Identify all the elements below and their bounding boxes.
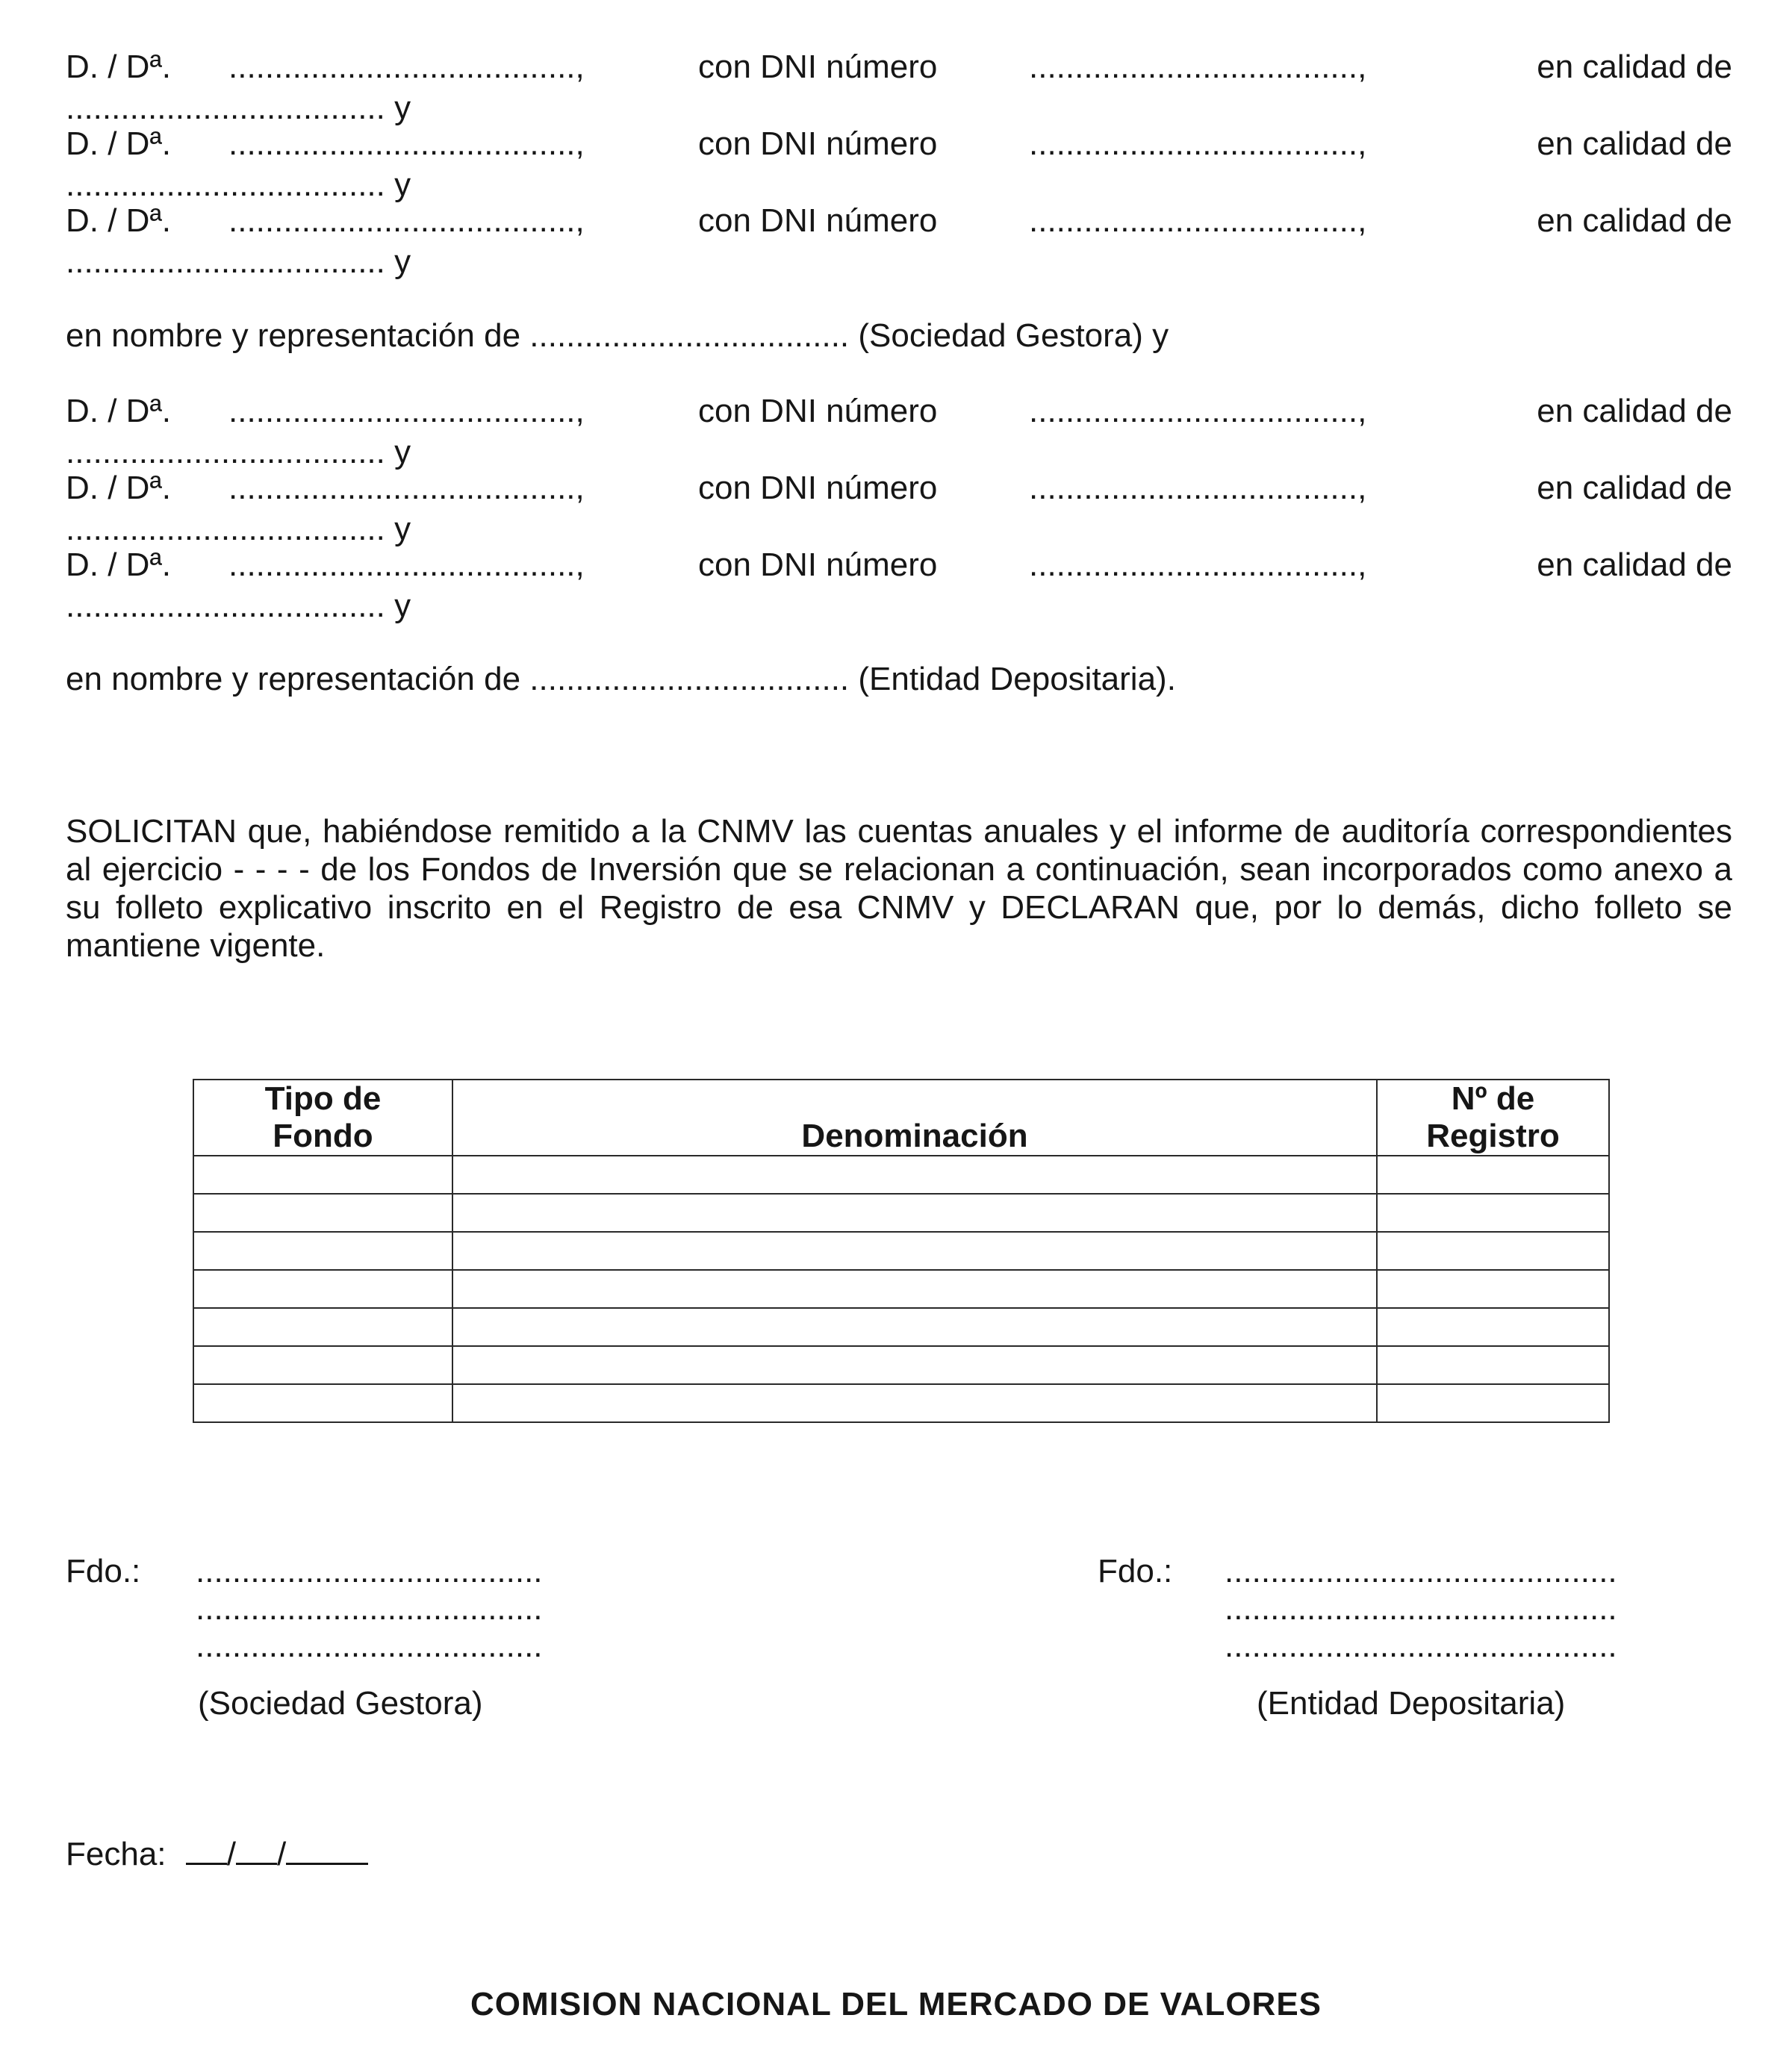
- signature-line-left[interactable]: ......................................: [196, 1628, 543, 1664]
- table-row: [193, 1308, 1609, 1346]
- cell-tipo[interactable]: [193, 1270, 452, 1308]
- representative-line: [66, 393, 1732, 430]
- dni-blank[interactable]: ....................................,: [1029, 393, 1367, 429]
- name-blank[interactable]: ......................................,: [228, 470, 585, 506]
- signature-caption-depositaria: (Entidad Depositaria): [1257, 1685, 1566, 1722]
- fecha-day-blank[interactable]: [186, 1833, 227, 1865]
- table-row: [193, 1194, 1609, 1232]
- footer-institution: COMISION NACIONAL DEL MERCADO DE VALORES: [470, 1986, 1322, 2022]
- cell-registro[interactable]: [1377, 1270, 1609, 1308]
- title-prefix: D. / Dª.: [66, 546, 171, 583]
- cell-tipo[interactable]: [193, 1194, 452, 1232]
- table-header-row: [193, 1080, 1609, 1156]
- cell-registro[interactable]: [1377, 1308, 1609, 1346]
- fdo-label-left: Fdo.:: [66, 1553, 141, 1589]
- cell-tipo[interactable]: [193, 1232, 452, 1270]
- role-blank-line[interactable]: ................................... y: [66, 434, 411, 470]
- role-blank-line[interactable]: ................................... y: [66, 588, 411, 624]
- role-label: en calidad de: [1537, 546, 1732, 583]
- signature-line-right[interactable]: ...........................................: [1225, 1628, 1617, 1664]
- representative-line: [66, 546, 1732, 584]
- representative-line: [66, 202, 1732, 240]
- dni-label: con DNI número: [698, 546, 938, 583]
- dni-blank[interactable]: ....................................,: [1029, 125, 1367, 162]
- title-prefix: D. / Dª.: [66, 202, 171, 239]
- funds-table: [193, 1079, 1610, 1423]
- cell-tipo[interactable]: [193, 1308, 452, 1346]
- fecha-line: [66, 1833, 368, 1871]
- title-prefix: D. / Dª.: [66, 125, 171, 162]
- table-row: [193, 1156, 1609, 1194]
- cell-denominacion[interactable]: [452, 1156, 1377, 1194]
- cell-registro[interactable]: [1377, 1194, 1609, 1232]
- dni-label: con DNI número: [698, 470, 938, 506]
- dni-blank[interactable]: ....................................,: [1029, 546, 1367, 583]
- name-blank[interactable]: ......................................,: [228, 125, 585, 162]
- cell-tipo[interactable]: [193, 1156, 452, 1194]
- header-n-registro: Nº de Registro: [1377, 1080, 1609, 1156]
- signature-line-right[interactable]: ...........................................: [1225, 1590, 1617, 1627]
- representation-text: en nombre y representación de: [66, 661, 521, 697]
- signature-line-left[interactable]: ......................................: [196, 1590, 543, 1627]
- fdo-label-right: Fdo.:: [1098, 1553, 1173, 1589]
- signature-caption-gestora: (Sociedad Gestora): [198, 1685, 483, 1722]
- fecha-separator: /: [226, 1836, 236, 1872]
- name-blank[interactable]: ......................................,: [228, 393, 585, 429]
- role-label: en calidad de: [1537, 49, 1732, 85]
- role-label: en calidad de: [1537, 125, 1732, 162]
- cell-registro[interactable]: [1377, 1156, 1609, 1194]
- cell-denominacion[interactable]: [452, 1194, 1377, 1232]
- depositaria-blank[interactable]: ...................................: [529, 661, 850, 697]
- cell-registro[interactable]: [1377, 1384, 1609, 1422]
- cell-denominacion[interactable]: [452, 1232, 1377, 1270]
- header-tipo-fondo: Tipo de Fondo: [193, 1080, 452, 1156]
- cell-denominacion[interactable]: [452, 1308, 1377, 1346]
- cell-denominacion[interactable]: [452, 1384, 1377, 1422]
- cell-denominacion[interactable]: [452, 1270, 1377, 1308]
- dni-label: con DNI número: [698, 49, 938, 85]
- fecha-label: Fecha:: [66, 1836, 167, 1872]
- dni-blank[interactable]: ....................................,: [1029, 49, 1367, 85]
- request-paragraph: SOLICITAN que, habiéndose remitido a la CNMV las cuentas anuales y el informe de auditoría correspondientes al ejercicio - - - - de los Fondos de Inversión que se relacionan a continuación, sean incorporados como anexo a su folleto explicativo inscrito en el Registro de esa CNMV y DECLARAN que, por lo demás, dicho folleto se mantiene vigente.: [66, 813, 1732, 964]
- cell-denominacion[interactable]: [452, 1346, 1377, 1384]
- representative-line: [66, 125, 1732, 163]
- role-blank-line[interactable]: ................................... y: [66, 166, 411, 203]
- fecha-separator: /: [276, 1836, 287, 1872]
- signature-line-left[interactable]: ......................................: [196, 1553, 543, 1589]
- representation-text: en nombre y representación de: [66, 317, 521, 354]
- name-blank[interactable]: ......................................,: [228, 202, 585, 239]
- role-label: en calidad de: [1537, 470, 1732, 506]
- fecha-year-blank[interactable]: [286, 1833, 368, 1865]
- dni-label: con DNI número: [698, 125, 938, 162]
- role-label: en calidad de: [1537, 202, 1732, 239]
- gestora-representation-line: [66, 317, 1169, 354]
- title-prefix: D. / Dª.: [66, 393, 171, 429]
- role-label: en calidad de: [1537, 393, 1732, 429]
- table-row: [193, 1232, 1609, 1270]
- title-prefix: D. / Dª.: [66, 49, 171, 85]
- role-blank-line[interactable]: ................................... y: [66, 90, 411, 126]
- representative-line: [66, 470, 1732, 507]
- representative-line: [66, 49, 1732, 86]
- dni-label: con DNI número: [698, 393, 938, 429]
- gestora-blank[interactable]: ...................................: [529, 317, 850, 354]
- dni-label: con DNI número: [698, 202, 938, 239]
- depositaria-entity: (Entidad Depositaria).: [858, 661, 1176, 697]
- cell-tipo[interactable]: [193, 1346, 452, 1384]
- cell-registro[interactable]: [1377, 1232, 1609, 1270]
- signature-line-right[interactable]: ...........................................: [1225, 1553, 1617, 1589]
- name-blank[interactable]: ......................................,: [228, 546, 585, 583]
- depositaria-representation-line: [66, 663, 1176, 696]
- cell-registro[interactable]: [1377, 1346, 1609, 1384]
- header-denominacion: Denominación: [452, 1080, 1377, 1156]
- cell-tipo[interactable]: [193, 1384, 452, 1422]
- fecha-month-blank[interactable]: [236, 1833, 277, 1865]
- role-blank-line[interactable]: ................................... y: [66, 243, 411, 280]
- gestora-entity: (Sociedad Gestora) y: [858, 317, 1169, 354]
- table-row: [193, 1270, 1609, 1308]
- name-blank[interactable]: ......................................,: [228, 49, 585, 85]
- title-prefix: D. / Dª.: [66, 470, 171, 506]
- role-blank-line[interactable]: ................................... y: [66, 511, 411, 547]
- table-row: [193, 1346, 1609, 1384]
- table-row: [193, 1384, 1609, 1422]
- dni-blank[interactable]: ....................................,: [1029, 202, 1367, 239]
- dni-blank[interactable]: ....................................,: [1029, 470, 1367, 506]
